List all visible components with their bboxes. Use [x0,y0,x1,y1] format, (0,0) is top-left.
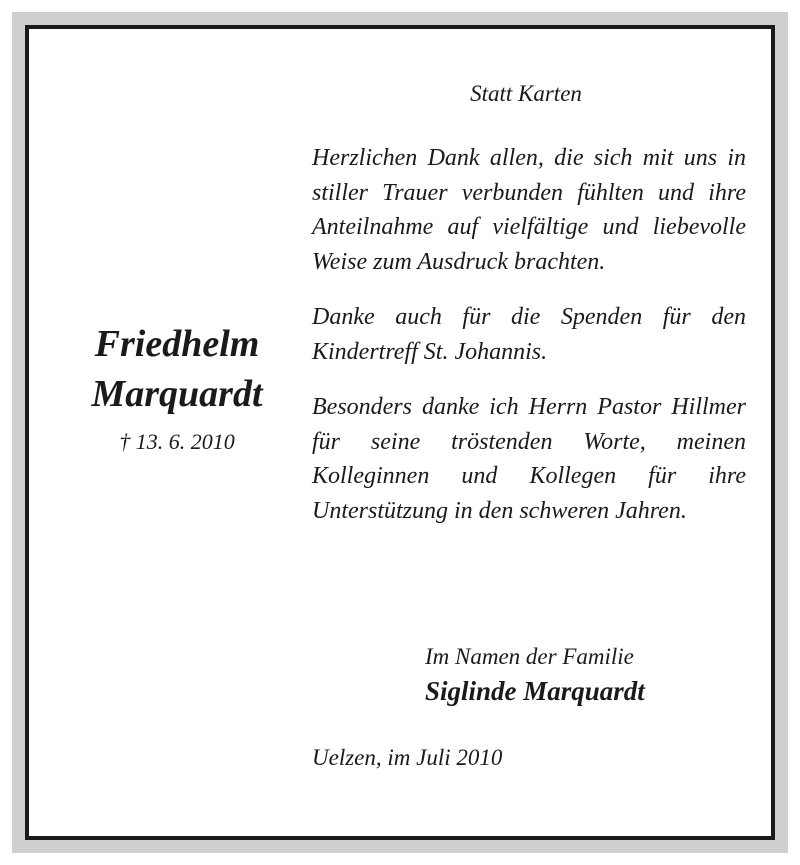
outer-gray-frame [12,12,788,853]
deceased-last-name: Marquardt [91,373,263,415]
thanks-text-block [312,141,746,549]
signature-intro: Im Namen der Familie [425,644,634,669]
pastor-paragraph: Besonders danke ich Herrn Pastor Hillmer für seine tröstenden Worte, meinen Kolleginnen und Kollegen für ihre Unterstützung in den schweren Jahren. [312,394,746,524]
donations-paragraph: Danke auch für die Spenden für den Kindertreff St. Johannis. [312,304,746,365]
deceased-first-name: Friedhelm [94,323,260,365]
notice-border [25,25,775,840]
place-date: Uelzen, im Juli 2010 [312,745,503,770]
thanks-paragraph: Herzlichen Dank allen, die sich mit uns in stiller Trauer verbunden fühlten und ihre Anteilnahme auf vielfältige und liebevolle Weise zum Ausdruck brachten. [312,145,746,275]
notice-heading: Statt Karten [470,81,582,106]
deceased-block [51,319,303,455]
signature-name: Siglinde Marquardt [425,676,645,706]
death-date: † 13. 6. 2010 [119,429,235,454]
signature-block [425,641,765,709]
